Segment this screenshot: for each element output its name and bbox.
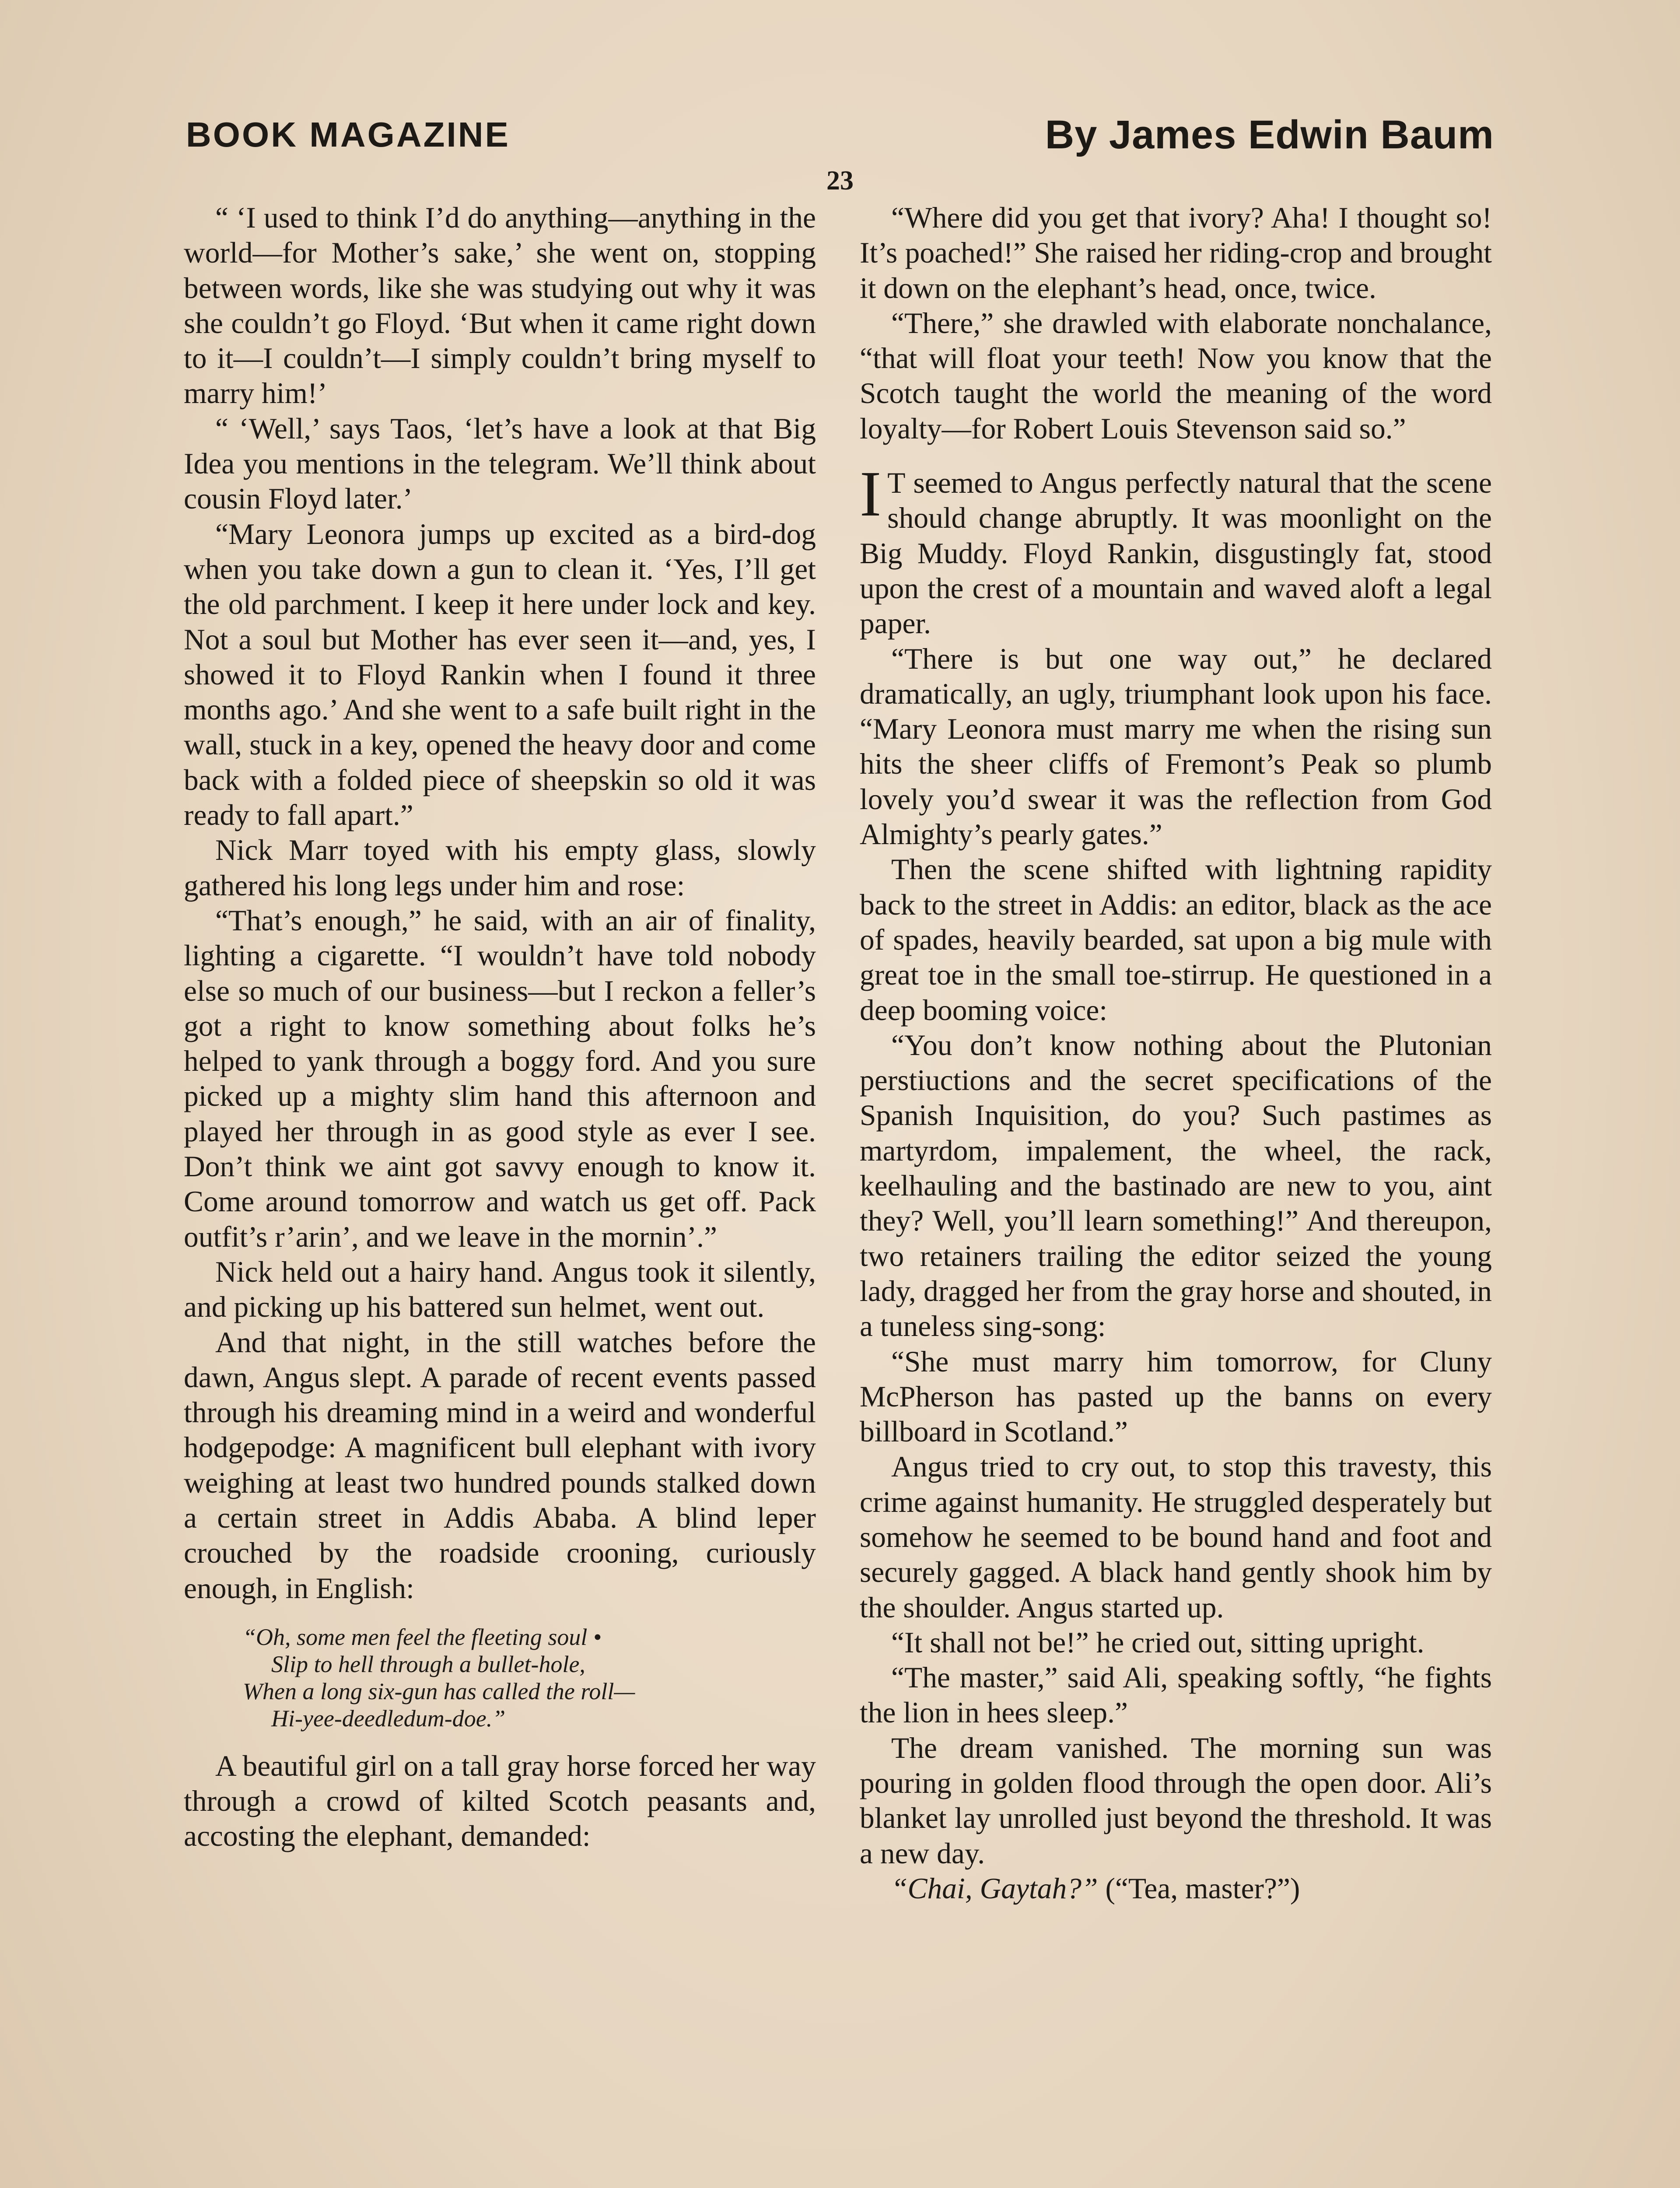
paragraph-text: T seemed to Angus perfectly natural that the scene should change abruptly. It was moonlight on the Big Muddy. Floyd Rankin, disgustingly fat, stood upon the crest of a mountain and waved aloft a legal paper. xyxy=(860,466,1492,640)
closing-line-italic: “Chai, Gaytah?” xyxy=(891,1872,1098,1905)
closing-line xyxy=(860,1871,1492,1906)
paragraph: “Where did you get that ivory? Aha! I thought so! It’s poached!” She raised her riding-crop and brought it down on the elephant’s head, once, twice. xyxy=(860,201,1492,305)
poem-line: “Oh, some men feel the fleeting soul • xyxy=(243,1623,602,1650)
paragraph: “The master,” said Ali, speaking softly, “he fights the lion in hees sleep.” xyxy=(860,1661,1492,1729)
paragraph: “ ‘Well,’ says Taos, ‘let’s have a look at that Big Idea you mentions in the telegram. We’ll think about cousin Floyd later.’ xyxy=(184,412,816,515)
paragraph: “That’s enough,” he said, with an air of finality, lighting a cigarette. “I wouldn’t have told nobody else so much of our business—but I reckon a feller’s got a right to know something about folks he’s helped to yank through a boggy ford. And you sure picked up a mighty slim hand this afternoon and played her through in as good style as ever I see. Don’t think we aint got savvy enough to know it. Come around tomorrow and watch us get off. Pack outfit’s r’arin’, and we leave in the mornin’.” xyxy=(184,904,816,1253)
paragraph: “It shall not be!” he cried out, sitting upright. xyxy=(891,1626,1424,1659)
paragraph: Then the scene shifted with lightning rapidity back to the street in Addis: an editor, black as the ace of spades, heavily bearded, sat upon a big mule with great toe in the small toe-stirrup. He questioned in a deep booming voice: xyxy=(860,853,1492,1027)
poem-line: Slip to hell through a bullet-hole, xyxy=(271,1651,585,1677)
paragraph: The dream vanished. The morning sun was pouring in golden flood through the open door. Ali’s blanket lay unrolled just beyond the threshold. It was a new day. xyxy=(860,1731,1492,1870)
paragraph: “You don’t know nothing about the Plutonian perstiuctions and the secret specifications of the Spanish Inquisition, do you? Such pastimes as martyrdom, impalement, the wheel, the rack, keelhauling and the bastinado are new to you, aint they? Well, you’ll learn something!” And thereupon, two retainers trailing the editor seized the young lady, dragged her from the gray horse and shouted, in a tuneless sing-song: xyxy=(860,1028,1492,1343)
paragraph: Nick Marr toyed with his empty glass, slowly gathered his long legs under him and rose: xyxy=(184,834,816,902)
poem-verse xyxy=(184,1623,816,1732)
paragraph: “Mary Leonora jumps up excited as a bird-dog when you take down a gun to clean it. ‘Yes, I’ll get the old parchment. I keep it here under lock and key. Not a soul but Mother has ever seen it—and, yes, I showed it to Floyd Rankin when I found it three months ago.’ And she went to a safe built right in the wall, stuck in a key, opened the heavy door and come back with a folded piece of sheepskin so old it was ready to fall apart.” xyxy=(184,517,816,832)
right-column xyxy=(860,200,1492,1906)
left-column xyxy=(184,200,816,1854)
paragraph: Angus tried to cry out, to stop this travesty, this crime against humanity. He struggled desperately but somehow he seemed to be bound hand and foot and securely gagged. A black hand gently shook him by the shoulder. Angus started up. xyxy=(860,1450,1492,1624)
section-opening-paragraph xyxy=(860,458,1492,641)
poem-line: Hi-yee-deedledum-doe.” xyxy=(271,1705,506,1732)
paragraph: “There,” she drawled with elaborate nonchalance, “that will float your teeth! Now you know that the Scotch taught the world the meaning of the word loyalty—for Robert Louis Stevenson said so.” xyxy=(860,306,1492,445)
paragraph: “She must marry him tomorrow, for Cluny McPherson has pasted up the banns on every billboard in Scotland.” xyxy=(860,1345,1492,1448)
paragraph: A beautiful girl on a tall gray horse forced her way through a crowd of kilted Scotch peasants and, accosting the elephant, demanded: xyxy=(184,1749,816,1853)
page-number: 23 xyxy=(826,166,854,196)
closing-line-translation: (“Tea, master?”) xyxy=(1098,1872,1300,1905)
paragraph: And that night, in the still watches before the dawn, Angus slept. A parade of recent events passed through his dreaming mind in a weird and wonderful hodgepodge: A magnificent bull elephant with ivory weighing at least two hundred pounds stalked down a certain street in Addis Ababa. A blind leper crouched by the roadside crooning, curiously enough, in English: xyxy=(184,1325,816,1605)
poem-line: When a long six-gun has called the roll— xyxy=(243,1678,635,1704)
paragraph: “There is but one way out,” he declared dramatically, an ugly, triumphant look upon his face. “Mary Leonora must marry me when the rising sun hits the sheer cliffs of Fremont’s Peak so plumb lovely you’d swear it was the reflection from God Almighty’s pearly gates.” xyxy=(860,642,1492,851)
drop-cap: I xyxy=(860,458,882,530)
publication-title: BOOK MAGAZINE xyxy=(186,115,510,154)
author-byline: By James Edwin Baum xyxy=(1045,112,1494,157)
paragraph: Nick held out a hairy hand. Angus took it silently, and picking up his battered sun helmet, went out. xyxy=(184,1255,816,1324)
paragraph: “ ‘I used to think I’d do anything—anything in the world—for Mother’s sake,’ she went on, stopping between words, like she was studying out why it was she couldn’t go Floyd. ‘But when it came right down to it—I couldn’t—I simply couldn’t bring myself to marry him!’ xyxy=(184,201,816,410)
